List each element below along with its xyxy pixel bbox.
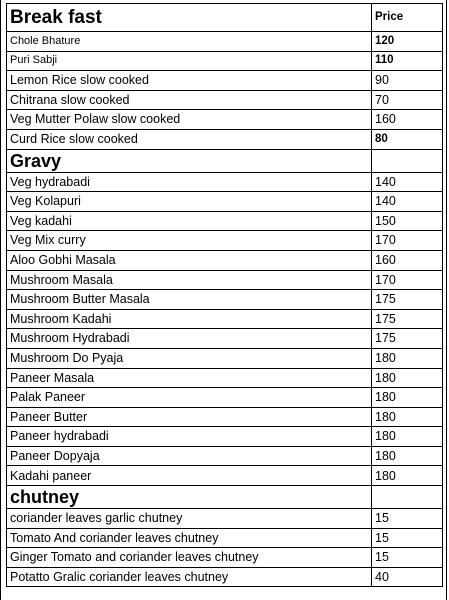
menu-item-row bbox=[7, 407, 443, 427]
menu-item-name: Veg Mutter Polaw slow cooked bbox=[7, 110, 372, 130]
menu-item-row bbox=[7, 250, 443, 270]
menu-item-row bbox=[7, 192, 443, 212]
menu-item-price: 15 bbox=[372, 509, 443, 529]
menu-item-name: Mushroom Kadahi bbox=[7, 309, 372, 329]
menu-item-name: coriander leaves garlic chutney bbox=[7, 509, 372, 529]
menu-item-price: 140 bbox=[372, 172, 443, 192]
menu-item-row bbox=[7, 309, 443, 329]
menu-item-name: Curd Rice slow cooked bbox=[7, 129, 372, 149]
menu-item-row bbox=[7, 129, 443, 149]
menu-item-price: 15 bbox=[372, 528, 443, 548]
menu-item-name: Paneer Masala bbox=[7, 368, 372, 388]
price-column-header bbox=[372, 149, 443, 172]
menu-item-price: 90 bbox=[372, 71, 443, 91]
menu-item-name: Paneer Dopyaja bbox=[7, 446, 372, 466]
section-header-row bbox=[7, 149, 443, 172]
menu-item-row bbox=[7, 368, 443, 388]
menu-item-row bbox=[7, 509, 443, 529]
section-header-row bbox=[7, 486, 443, 509]
menu-item-row bbox=[7, 290, 443, 310]
price-column-header bbox=[372, 486, 443, 509]
menu-item-row bbox=[7, 211, 443, 231]
menu-item-row bbox=[7, 548, 443, 568]
menu-item-name: Kadahi paneer bbox=[7, 466, 372, 486]
section-title: chutney bbox=[7, 486, 372, 509]
menu-item-price: 110 bbox=[372, 51, 443, 71]
menu-item-row bbox=[7, 270, 443, 290]
menu-item-name: Veg Kolapuri bbox=[7, 192, 372, 212]
menu-item-row bbox=[7, 71, 443, 91]
menu-item-name: Aloo Gobhi Masala bbox=[7, 250, 372, 270]
menu-item-name: Veg kadahi bbox=[7, 211, 372, 231]
menu-item-price: 180 bbox=[372, 348, 443, 368]
menu-item-name: Veg hydrabadi bbox=[7, 172, 372, 192]
menu-item-price: 175 bbox=[372, 290, 443, 310]
menu-item-price: 175 bbox=[372, 309, 443, 329]
menu-item-name: Palak Paneer bbox=[7, 388, 372, 408]
menu-item-name: Mushroom Masala bbox=[7, 270, 372, 290]
menu-item-row bbox=[7, 329, 443, 349]
section-title: Gravy bbox=[7, 149, 372, 172]
menu-item-name: Tomato And coriander leaves chutney bbox=[7, 528, 372, 548]
menu-item-price: 70 bbox=[372, 90, 443, 110]
menu-item-name: Paneer hydrabadi bbox=[7, 427, 372, 447]
menu-item-row bbox=[7, 32, 443, 52]
menu-item-row bbox=[7, 172, 443, 192]
menu-item-price: 170 bbox=[372, 270, 443, 290]
menu-table bbox=[6, 3, 443, 587]
menu-item-name: Lemon Rice slow cooked bbox=[7, 71, 372, 91]
menu-item-price: 140 bbox=[372, 192, 443, 212]
price-column-header: Price bbox=[372, 4, 443, 32]
section-header-row bbox=[7, 4, 443, 32]
menu-item-price: 180 bbox=[372, 388, 443, 408]
menu-item-row bbox=[7, 427, 443, 447]
menu-item-row bbox=[7, 466, 443, 486]
menu-item-row bbox=[7, 110, 443, 130]
left-edge-line bbox=[0, 0, 1, 600]
menu-item-price: 180 bbox=[372, 427, 443, 447]
section-title: Break fast bbox=[7, 4, 372, 32]
menu-item-row bbox=[7, 51, 443, 71]
menu-item-price: 180 bbox=[372, 407, 443, 427]
menu-item-name: Mushroom Do Pyaja bbox=[7, 348, 372, 368]
menu-item-row bbox=[7, 446, 443, 466]
menu-item-name: Potatto Gralic coriander leaves chutney bbox=[7, 567, 372, 587]
menu-item-row bbox=[7, 567, 443, 587]
menu-item-row bbox=[7, 528, 443, 548]
menu-item-name: Chitrana slow cooked bbox=[7, 90, 372, 110]
menu-item-name: Mushroom Butter Masala bbox=[7, 290, 372, 310]
menu-item-row bbox=[7, 231, 443, 251]
menu-item-name: Ginger Tomato and coriander leaves chutney bbox=[7, 548, 372, 568]
menu-item-price: 160 bbox=[372, 110, 443, 130]
menu-item-name: Puri Sabji bbox=[7, 51, 372, 71]
menu-item-name: Mushroom Hydrabadi bbox=[7, 329, 372, 349]
right-edge-line bbox=[446, 0, 447, 600]
menu-item-price: 160 bbox=[372, 250, 443, 270]
menu-item-price: 80 bbox=[372, 129, 443, 149]
menu-item-price: 180 bbox=[372, 446, 443, 466]
menu-item-price: 150 bbox=[372, 211, 443, 231]
menu-item-name: Paneer Butter bbox=[7, 407, 372, 427]
menu-item-price: 180 bbox=[372, 368, 443, 388]
menu-item-name: Chole Bhature bbox=[7, 32, 372, 52]
menu-item-name: Veg Mix curry bbox=[7, 231, 372, 251]
menu-body bbox=[7, 4, 443, 587]
menu-item-price: 40 bbox=[372, 567, 443, 587]
menu-item-price: 15 bbox=[372, 548, 443, 568]
menu-item-price: 120 bbox=[372, 32, 443, 52]
menu-item-price: 170 bbox=[372, 231, 443, 251]
menu-item-row bbox=[7, 388, 443, 408]
menu-item-row bbox=[7, 348, 443, 368]
menu-item-price: 175 bbox=[372, 329, 443, 349]
menu-item-price: 180 bbox=[372, 466, 443, 486]
menu-item-row bbox=[7, 90, 443, 110]
